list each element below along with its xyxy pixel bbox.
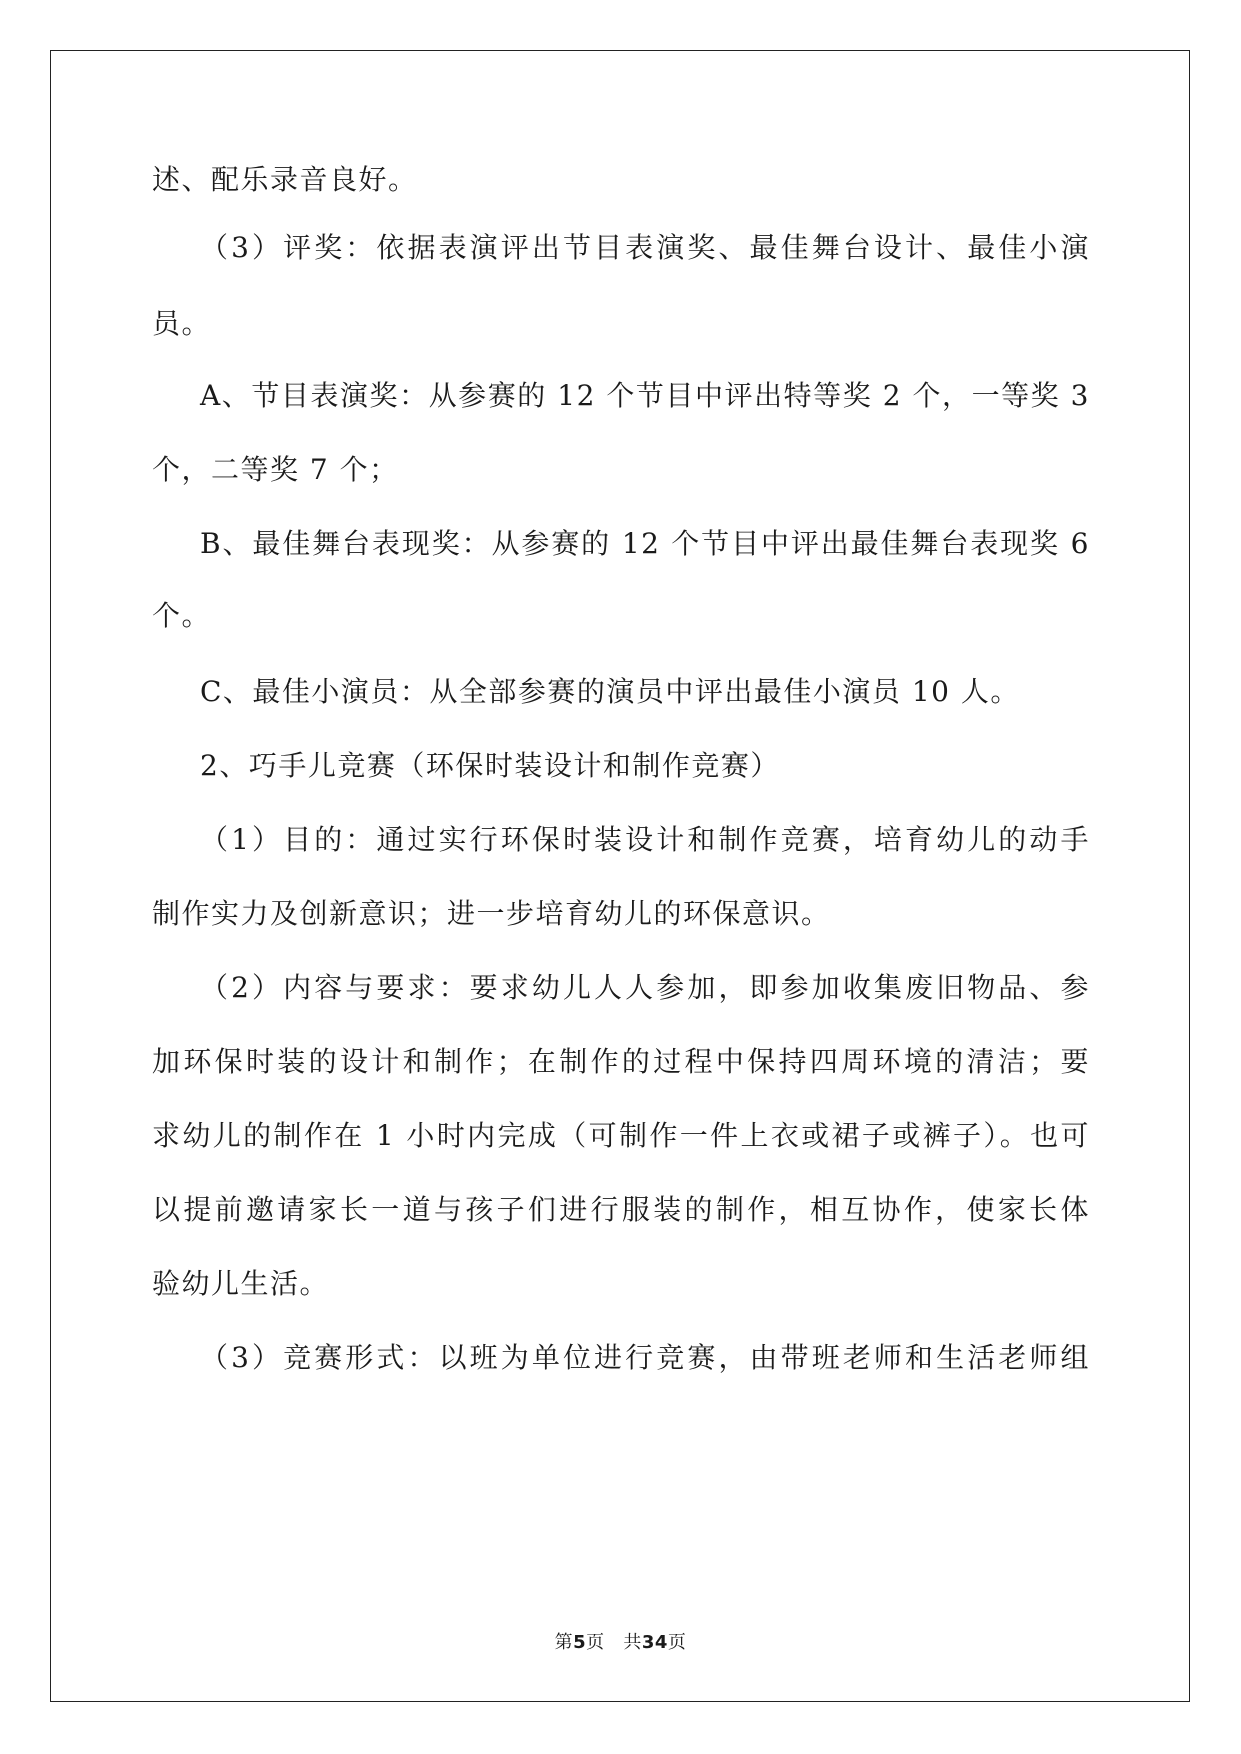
text-line: 员。: [152, 307, 212, 340]
text-line: （1）目的：通过实行环保时装设计和制作竞赛，培育幼儿的动手: [200, 823, 1090, 856]
text-line: （3）竞赛形式：以班为单位进行竞赛，由带班老师和生活老师组: [200, 1341, 1090, 1374]
text-line: A、节目表演奖：从参赛的 12 个节目中评出特等奖 2 个，一等奖 3: [200, 379, 1090, 412]
text-line: （3）评奖：依据表演评出节目表演奖、最佳舞台设计、最佳小演: [200, 231, 1090, 264]
text-line: C、最佳小演员：从全部参赛的演员中评出最佳小演员 10 人。: [200, 675, 1020, 708]
page-number: 5: [573, 1632, 587, 1653]
text-line: 加环保时装的设计和制作；在制作的过程中保持四周环境的清洁；要: [152, 1045, 1090, 1078]
text-line: 以提前邀请家长一道与孩子们进行服装的制作，相互协作，使家长体: [152, 1193, 1090, 1226]
total-pages: 34: [641, 1632, 668, 1653]
text-line: 制作实力及创新意识；进一步培育幼儿的环保意识。: [152, 897, 831, 930]
text-line: （2）内容与要求：要求幼儿人人参加，即参加收集废旧物品、参: [200, 971, 1090, 1004]
text-line: B、最佳舞台表现奖：从参赛的 12 个节目中评出最佳舞台表现奖 6: [200, 527, 1090, 560]
text-line: 述、配乐录音良好。: [152, 163, 418, 196]
text-line: 个，二等奖 7 个；: [152, 453, 399, 486]
footer-prefix: 第: [554, 1632, 574, 1653]
text-line: 个。: [152, 599, 212, 632]
footer-total-suffix: 页: [667, 1632, 687, 1653]
page-footer: [0, 1628, 1241, 1654]
page-border: [50, 50, 1190, 1702]
text-line: 求幼儿的制作在 1 小时内完成（可制作一件上衣或裙子或裤子）。也可: [152, 1119, 1090, 1152]
footer-total-prefix: 共: [623, 1632, 642, 1653]
text-line: 验幼儿生活。: [152, 1267, 330, 1300]
section-heading: 2、巧手儿竞赛（环保时装设计和制作竞赛）: [200, 749, 780, 782]
footer-page-suffix: 页: [586, 1632, 605, 1653]
